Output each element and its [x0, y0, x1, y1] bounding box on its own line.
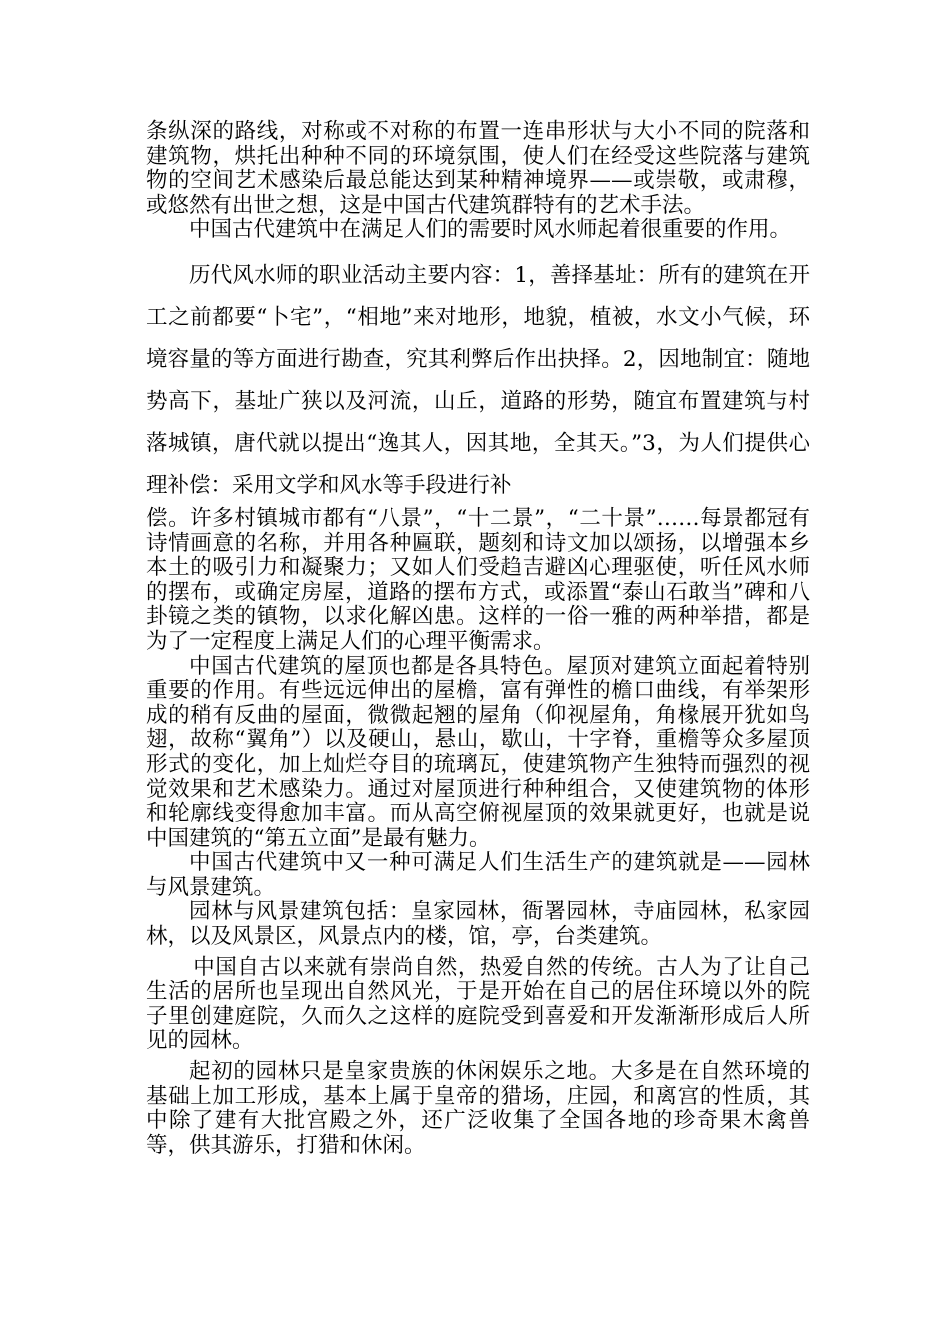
paragraph-psychological-compensation: 偿。许多村镇城市都有“八景”，“十二景”，“二十景”……每景都冠有诗情画意的名称，并用各种匾联，题刻和诗文加以颂扬，以增强本乡本土的吸引力和凝聚力；又如人们受趋吉避凶心理驱使，听任风水师的摆布，或确定房屋，道路的摆布方式，或添置“泰山石敢当”碑和八卦镜之类的镇物，以求化解凶患。这样的一俗一雅的两种举措，都是为了一定程度上满足人们的心理平衡需求。	[146, 505, 810, 654]
paragraph-gardens-intro: 中国古代建筑中又一种可满足人们生活生产的建筑就是——园林与风景建筑。	[146, 850, 810, 900]
paragraph-fengshui-activities: 历代风水师的职业活动主要内容：1，善择基址：所有的建筑在开工之前都要“卜宅”，“相地”来对地形，地貌，植被，水文小气候，环境容量的等方面进行勘查，究其利弊后作出抉择。2，因地制宜：随地势高下，基址广狭以及河流，山丘，道路的形势，随宜布置建筑与村落城镇，唐代就以提出“逸其人，因其地，全其天。”3，为人们提供心理补偿：采用文学和风水等手段进行补	[146, 262, 810, 498]
paragraph-courtyard-layout: 条纵深的路线，对称或不对称的布置一连串形状与大小不同的院落和建筑物，烘托出种种不同的环境氛围，使人们在经受这些院落与建筑物的空间艺术感染后最总能达到某种精神境界——或崇敬，或肃穆，或悠然有出世之想，这是中国古代建筑群特有的艺术手法。	[146, 119, 810, 218]
paragraph-garden-types: 园林与风景建筑包括：皇家园林，衙署园林，寺庙园林，私家园林，以及风景区，风景点内的楼，馆，亭，台类建筑。	[146, 899, 810, 950]
paragraph-royal-gardens: 起初的园林只是皇家贵族的休闲娱乐之地。大多是在自然环境的基础上加工形成，基本上属于皇帝的猎场，庄园，和离宫的性质，其中除了建有大批宫殿之外，还广泛收集了全国各地的珍奇果木禽兽等，供其游乐，打猎和休闲。	[146, 1059, 810, 1158]
paragraph-fengshui-intro: 中国古代建筑中在满足人们的需要时风水师起着很重要的作用。	[189, 217, 792, 243]
paragraph-nature-tradition: 中国自古以来就有崇尚自然，热爱自然的传统。古人为了让自己生活的居所也呈现出自然风光，于是开始在自己的居住环境以外的院子里创建庭院，久而久之这样的庭院受到喜爱和开发渐渐形成后人所见的园林。	[146, 954, 810, 1054]
paragraph-roofs: 中国古代建筑的屋顶也都是各具特色。屋顶对建筑立面起着特别重要的作用。有些远远伸出的屋檐，富有弹性的檐口曲线，有举架形成的稍有反曲的屋面，微微起翘的屋角（仰视屋角，角椽展开犹如鸟翅，故称“翼角”）以及硬山，悬山，歇山，十字脊，重檐等众多屋顶形式的变化，加上灿烂夺目的琉璃瓦，使建筑物产生独特而强烈的视觉效果和艺术感染力。通过对屋顶进行种种组合，又使建筑物的体形和轮廓线变得愈加丰富。而从高空俯视屋顶的效果就更好，也就是说中国建筑的“第五立面”是最有魅力。	[146, 653, 810, 851]
document-page	[146, 120, 810, 1158]
